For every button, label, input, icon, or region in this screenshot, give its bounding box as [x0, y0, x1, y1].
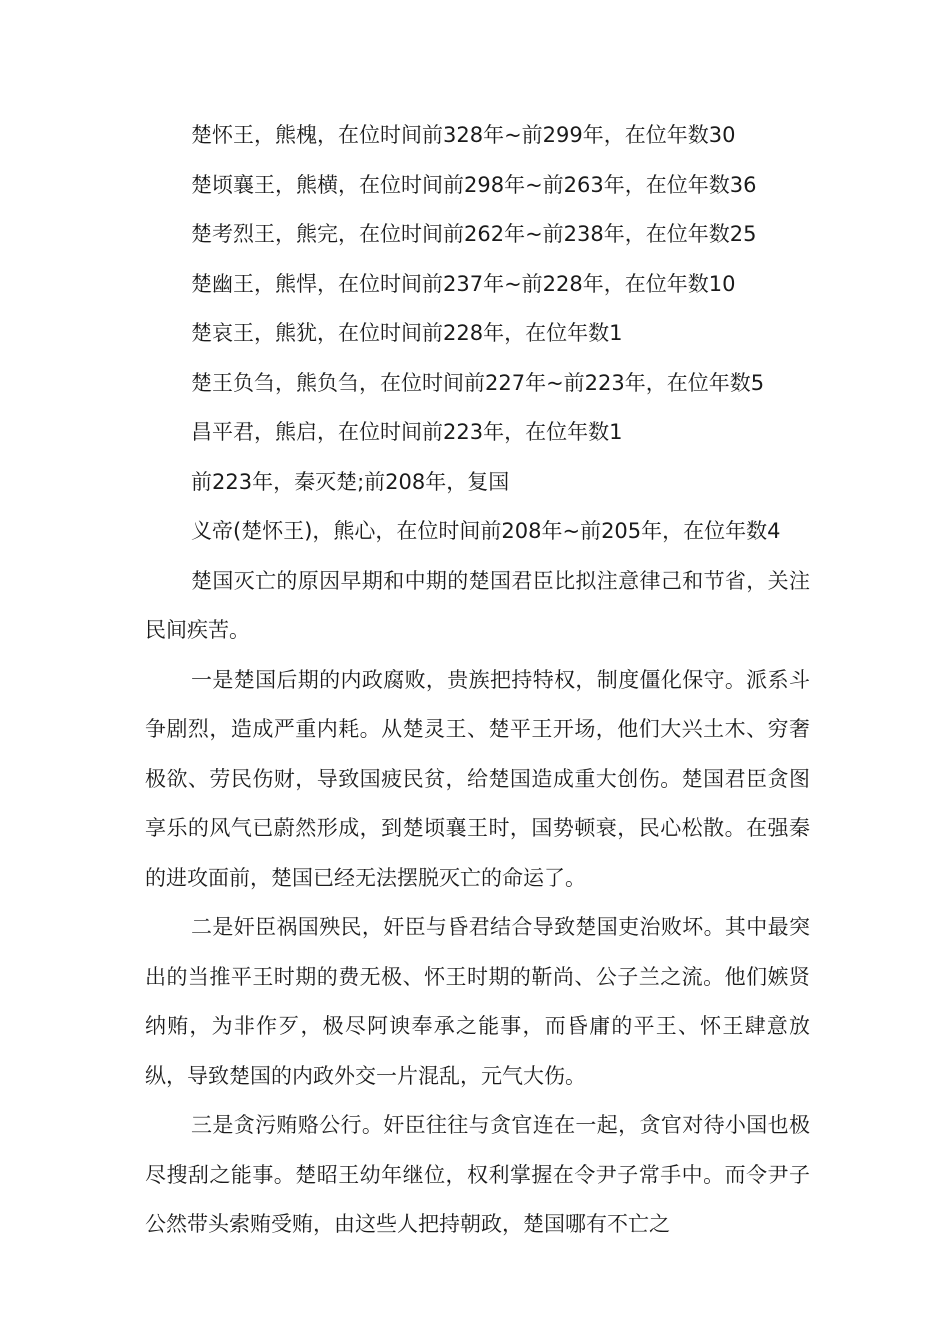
paragraph-causes-intro: 楚国灭亡的原因早期和中期的楚国君臣比拟注意律己和节省，关注民间疾苦。: [145, 568, 810, 642]
reign-entry-huai: 楚怀王，熊槐，在位时间前328年~前299年，在位年数30: [191, 123, 736, 147]
reign-entry-qin-conquest: 前223年，秦灭楚;前208年，复国: [191, 469, 510, 494]
paragraph-cause-three: 三是贪污贿赂公行。奸臣往往与贪官连在一起，贪官对待小国也极尽搜刮之能事。楚昭王幼年继位，权利掌握在令尹子常手中。而令尹子公然带头索贿受贿，由这些人把持朝政，楚国哪有不亡之: [145, 1113, 810, 1236]
reign-entry-qingxiang: 楚顷襄王，熊横，在位时间前298年~前263年，在位年数36: [191, 172, 757, 197]
reign-entry-kaolie: 楚考烈王，熊完，在位时间前262年~前238年，在位年数25: [191, 222, 757, 246]
reign-entry-you: 楚幽王，熊悍，在位时间前237年~前228年，在位年数10: [191, 271, 736, 296]
document-body: [145, 111, 810, 1250]
reign-entry-yidi: 义帝(楚怀王)，熊心，在位时间前208年~前205年，在位年数4: [191, 519, 781, 543]
paragraph-cause-one: 一是楚国后期的内政腐败，贵族把持特权，制度僵化保守。派系斗争剧烈，造成严重内耗。从楚灵王、楚平王开场，他们大兴土木、穷奢极欲、劳民伤财，导致国疲民贫，给楚国造成重大创伤。楚国君臣贪图享乐的风气已蔚然形成，到楚顷襄王时，国势顿衰，民心松散。在强秦的进攻面前，楚国已经无法摆脱灭亡的命运了。: [145, 667, 810, 890]
reign-entry-ai: 楚哀王，熊犹，在位时间前228年，在位年数1: [191, 321, 623, 345]
paragraph-cause-two: 二是奸臣祸国殃民，奸臣与昏君结合导致楚国吏治败坏。其中最突出的当推平王时期的费无极、怀王时期的靳尚、公子兰之流。他们嫉贤纳贿，为非作歹，极尽阿谀奉承之能事，而昏庸的平王、怀王肆意放纵，导致楚国的内政外交一片混乱，元气大伤。: [145, 915, 810, 1088]
reign-entry-changping: 昌平君，熊启，在位时间前223年，在位年数1: [191, 420, 623, 444]
reign-entry-fuchu: 楚王负刍，熊负刍，在位时间前227年~前223年，在位年数5: [191, 370, 765, 395]
